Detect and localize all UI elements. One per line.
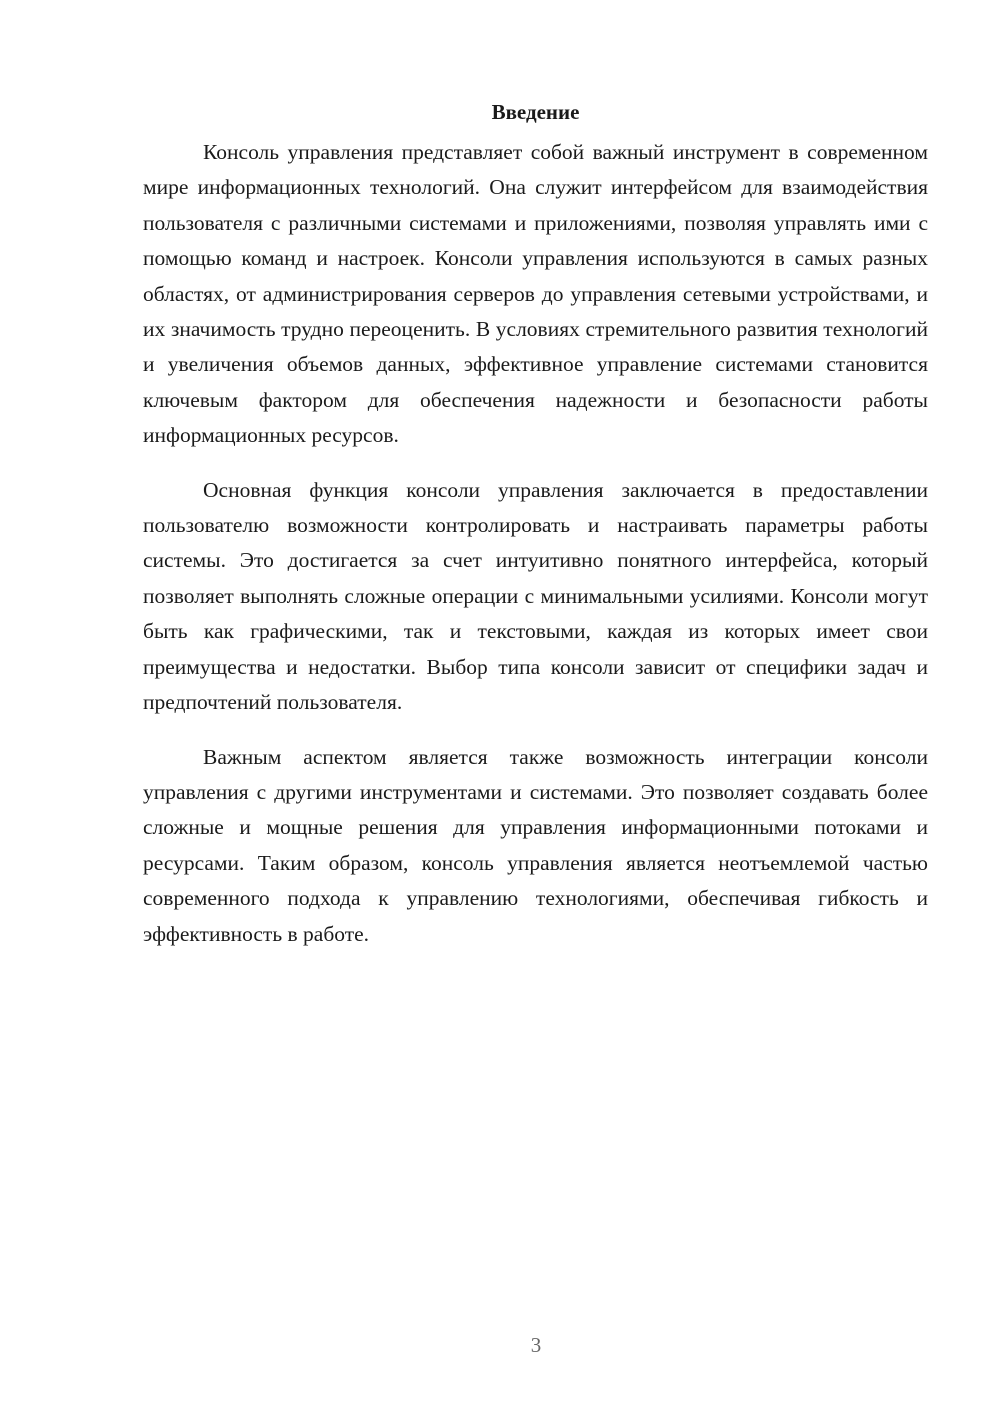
page-number: 3 [530, 1333, 542, 1357]
paragraph-1: Консоль управления представляет собой важный инструмент в современном мире информационных технологий. Она служит интерфейсом для взаимодействия пользователя с различными системами и приложениями, позволяя управлять ими с помощью команд и настроек. Консоли управления используются в самых разных областях, от администрирования серверов до управления сетевыми устройствами, и их значимость трудно переоценить. В условиях стремительного развития технологий и увеличения объемов данных, эффективное управление системами становится ключевым фактором для обеспечения надежности и безопасности работы информационных ресурсов. [143, 140, 928, 448]
paragraph-2: Основная функция консоли управления заключается в предоставлении пользователю возможности контролировать и настраивать параметры работы системы. Это достигается за счет интуитивно понятного интерфейса, который позволяет выполнять сложные операции с минимальными усилиями. Консоли могут быть как графическими, так и текстовыми, каждая из которых имеет свои преимущества и недостатки. Выбор типа консоли зависит от специфики задач и предпочтений пользователя. [143, 477, 928, 715]
paragraph-3: Важным аспектом является также возможность интеграции консоли управления с другими инструментами и системами. Это позволяет создавать более сложные и мощные решения для управления информационными потоками и ресурсами. Таким образом, консоль управления является неотъемлемой частью современного подхода к управлению технологиями, обеспечивая гибкость и эффективность в работе. [143, 744, 928, 946]
section-heading: Введение [491, 100, 580, 124]
page-content [143, 94, 928, 971]
